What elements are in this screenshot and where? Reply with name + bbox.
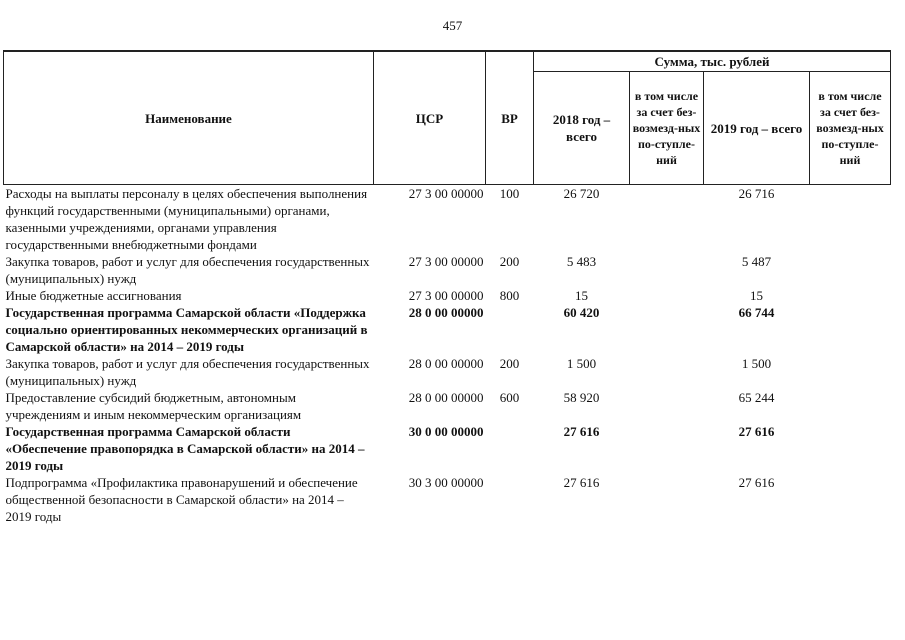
header-2018-total: 2018 год – всего <box>534 72 630 185</box>
header-2019-total: 2019 год – всего <box>704 72 810 185</box>
header-name: Наименование <box>4 51 374 185</box>
row-incl-2019 <box>810 474 891 525</box>
row-sum-2018: 1 500 <box>566 356 597 371</box>
row-sum-2018: 27 616 <box>563 424 600 439</box>
table-row <box>4 304 891 355</box>
row-name: Государственная программа Самарской области «Поддержка социально ориентированных некоммерческих организаций в Самарской области» на 2014 – 2019 годы <box>5 305 368 354</box>
row-incl-2019 <box>810 253 891 287</box>
table-row <box>4 185 891 254</box>
row-sum-2018: 5 483 <box>566 254 597 269</box>
row-csr: 27 3 00 00000 <box>408 254 484 269</box>
row-incl-2018 <box>630 423 704 474</box>
header-csr: ЦСР <box>374 51 486 185</box>
row-csr: 27 3 00 00000 <box>408 288 484 303</box>
row-sum-2018: 58 920 <box>563 390 600 405</box>
row-vr: 800 <box>499 288 520 303</box>
row-csr: 30 0 00 00000 <box>408 424 484 439</box>
row-name: Подпрограмма «Профилактика правонарушений и обеспечение общественной безопасности в Самарской области» на 2014 – 2019 годы <box>5 475 358 524</box>
row-sum-2019: 5 487 <box>741 254 772 269</box>
header-vr: ВР <box>486 51 534 185</box>
row-sum-2018: 15 <box>575 288 588 303</box>
table-header <box>4 51 891 185</box>
row-sum-2019: 66 744 <box>738 305 775 320</box>
table-row <box>4 253 891 287</box>
row-sum-2018: 27 616 <box>563 475 600 490</box>
row-csr: 28 0 00 00000 <box>408 356 484 371</box>
table-body <box>4 185 891 526</box>
row-sum-2018: 60 420 <box>563 305 600 320</box>
row-incl-2019 <box>810 389 891 423</box>
row-name: Закупка товаров, работ и услуг для обеспечения государственных (муниципальных) нужд <box>5 254 370 286</box>
row-vr <box>486 474 534 525</box>
row-incl-2018 <box>630 185 704 254</box>
row-incl-2018 <box>630 355 704 389</box>
header-sum-group: Сумма, тыс. рублей <box>534 51 891 72</box>
row-incl-2018 <box>630 304 704 355</box>
header-2019-incl: в том числе за счет без-возмезд-ных по-ступле-ний <box>810 72 891 185</box>
row-incl-2018 <box>630 474 704 525</box>
row-name: Государственная программа Самарской области «Обеспечение правопорядка в Самарской области» на 2014 – 2019 годы <box>5 424 365 473</box>
header-2018-incl: в том числе за счет без-возмезд-ных по-ступле-ний <box>630 72 704 185</box>
row-sum-2019: 1 500 <box>741 356 772 371</box>
row-sum-2019: 65 244 <box>738 390 775 405</box>
row-sum-2019: 27 616 <box>738 424 775 439</box>
row-sum-2018: 26 720 <box>563 186 600 201</box>
row-csr: 28 0 00 00000 <box>408 305 484 320</box>
row-incl-2019 <box>810 304 891 355</box>
row-sum-2019: 27 616 <box>738 475 775 490</box>
table-row <box>4 423 891 474</box>
row-incl-2019 <box>810 185 891 254</box>
row-name: Расходы на выплаты персоналу в целях обеспечения выполнения функций государственными (муниципальными) органами, казенными учреждениями, органами управления государственными внебюджетными фондами <box>5 186 368 252</box>
row-vr <box>486 304 534 355</box>
table-row <box>4 287 891 304</box>
row-vr: 100 <box>499 186 520 201</box>
row-incl-2018 <box>630 287 704 304</box>
table-row <box>4 389 891 423</box>
table-row <box>4 474 891 525</box>
row-vr: 600 <box>499 390 520 405</box>
row-incl-2019 <box>810 423 891 474</box>
row-incl-2019 <box>810 355 891 389</box>
row-csr: 30 3 00 00000 <box>408 475 484 490</box>
row-name: Закупка товаров, работ и услуг для обеспечения государственных (муниципальных) нужд <box>5 356 370 388</box>
row-incl-2018 <box>630 389 704 423</box>
table-row <box>4 355 891 389</box>
page-number: 457 <box>442 18 463 33</box>
row-incl-2018 <box>630 253 704 287</box>
row-vr <box>486 423 534 474</box>
budget-table <box>3 50 891 525</box>
row-sum-2019: 26 716 <box>738 186 775 201</box>
row-name: Предоставление субсидий бюджетным, автономным учреждениям и иным некоммерческим организациям <box>5 390 302 422</box>
row-sum-2019: 15 <box>750 288 763 303</box>
row-incl-2019 <box>810 287 891 304</box>
row-vr: 200 <box>499 254 520 269</box>
row-name: Иные бюджетные ассигнования <box>5 288 182 303</box>
row-csr: 28 0 00 00000 <box>408 390 484 405</box>
row-csr: 27 3 00 00000 <box>408 186 484 201</box>
row-vr: 200 <box>499 356 520 371</box>
